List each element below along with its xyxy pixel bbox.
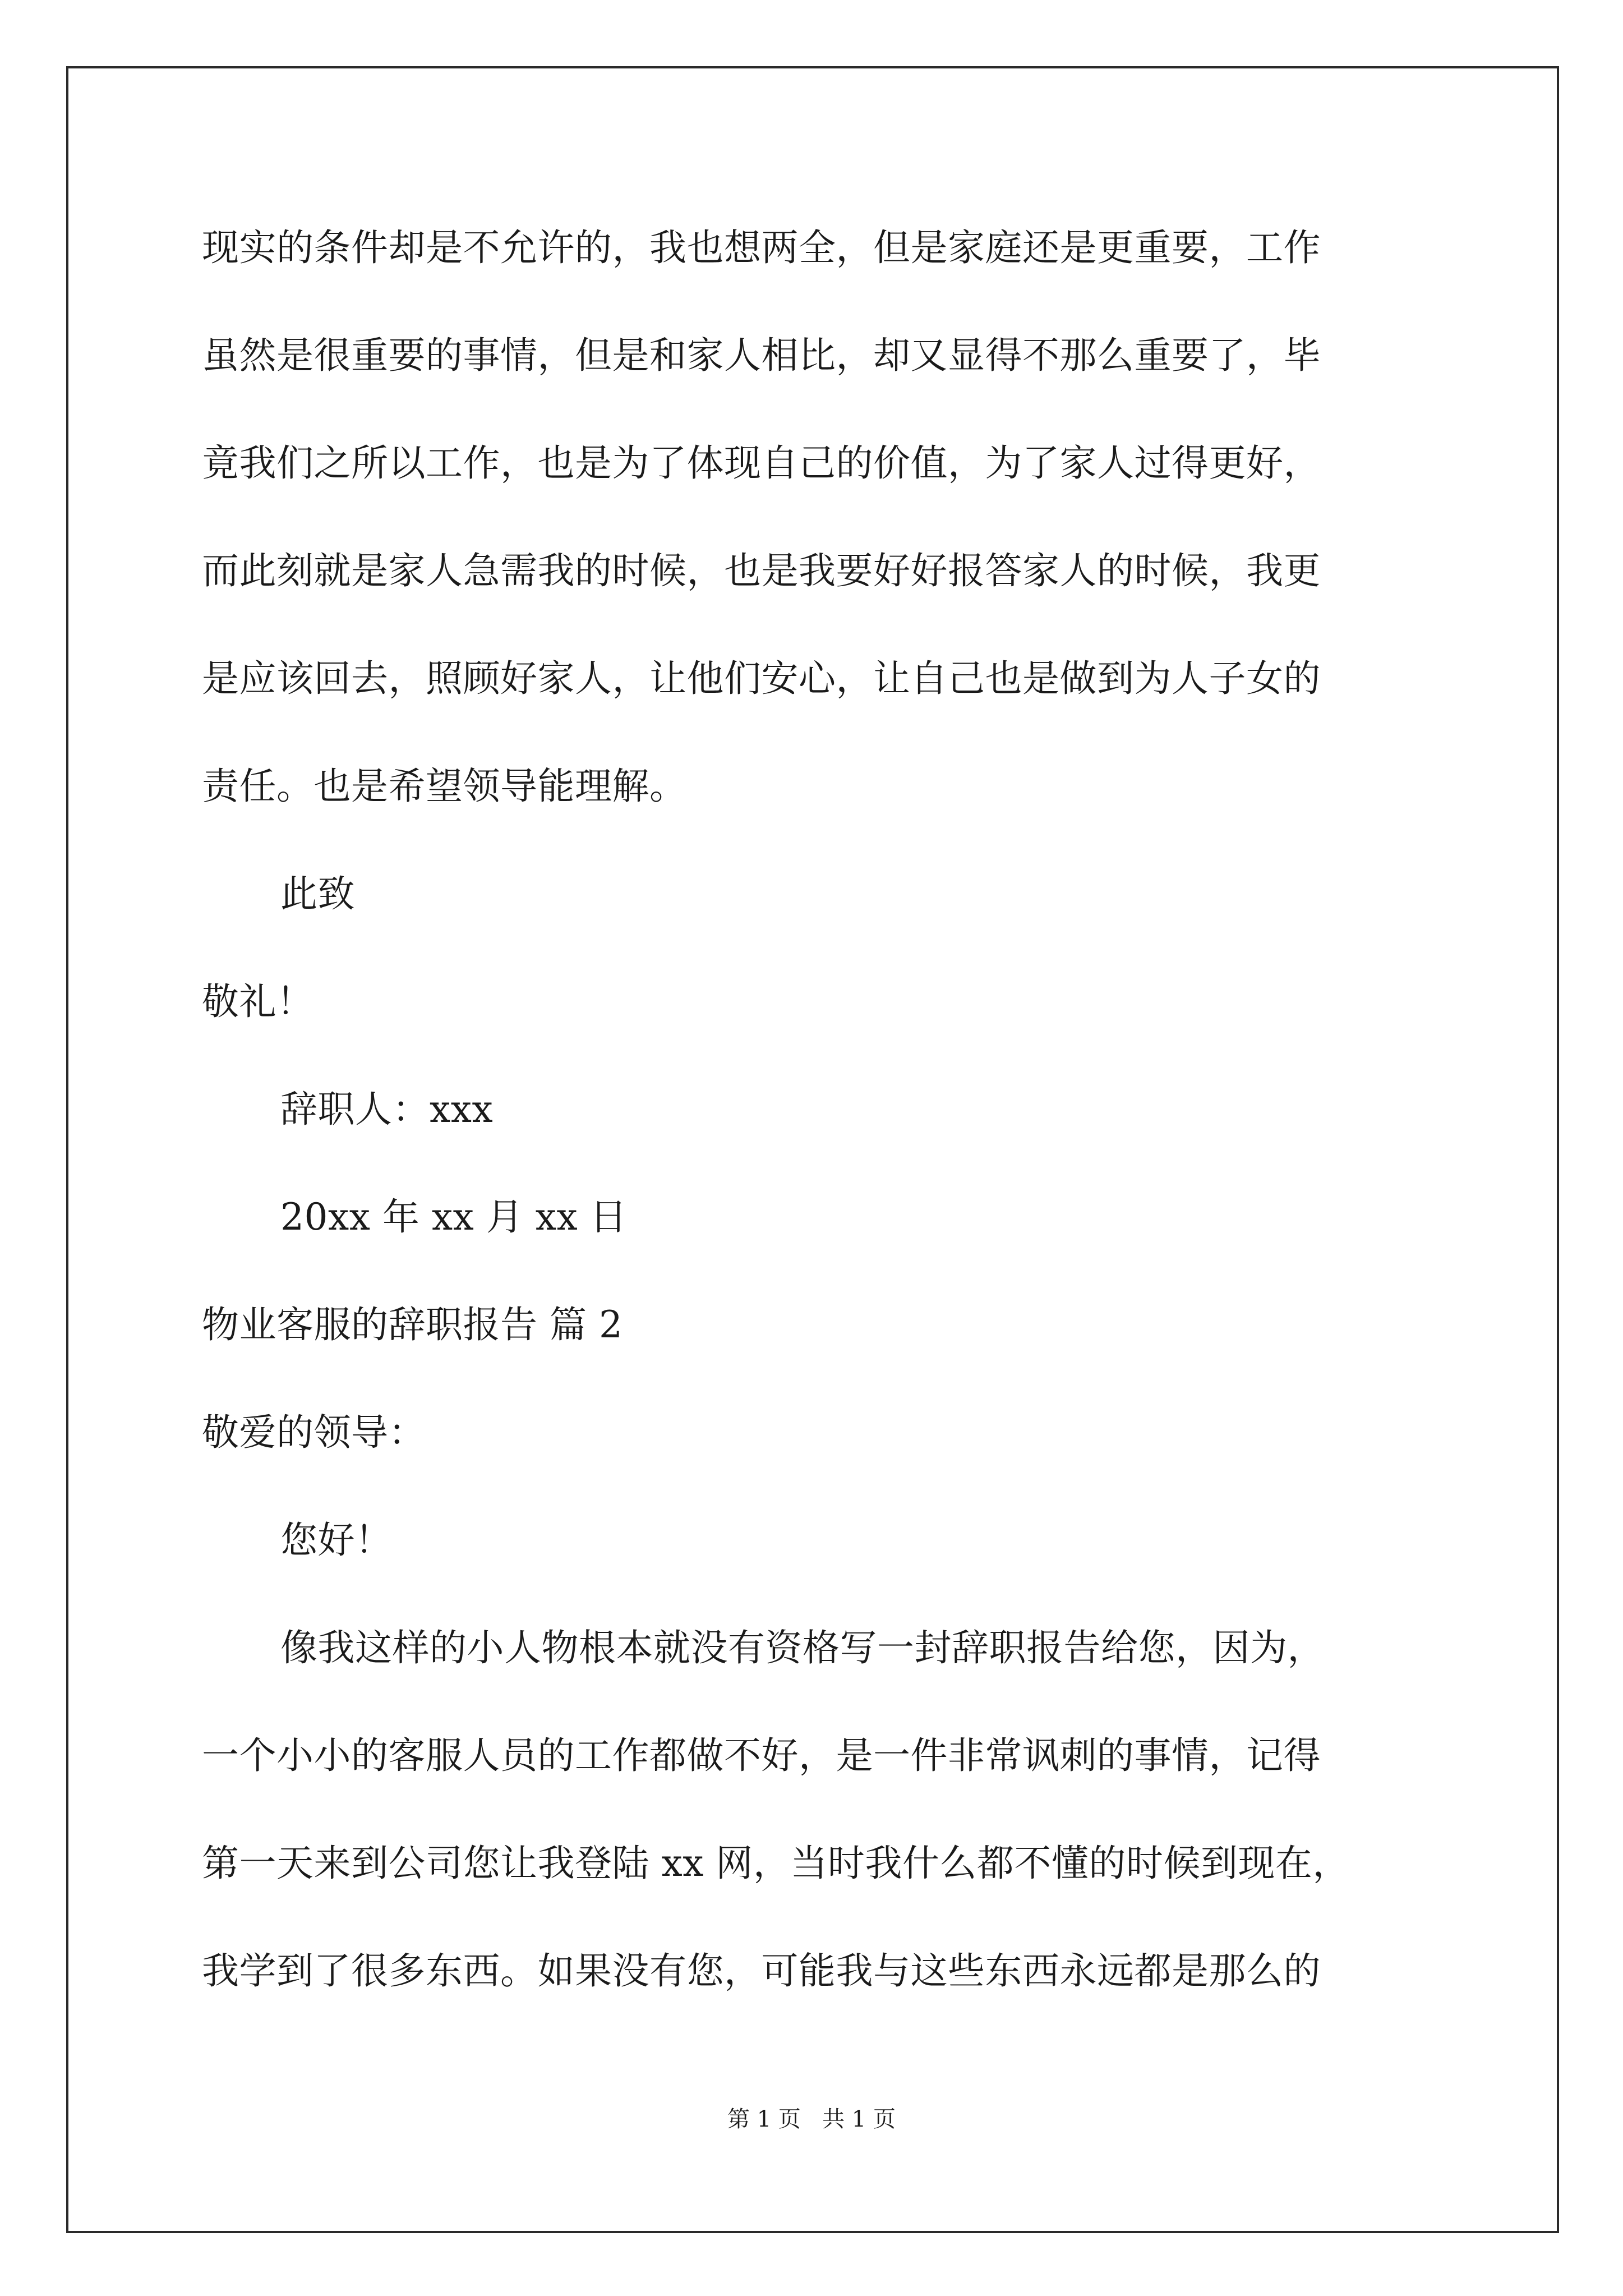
signature-line: 辞职人：xxx [280,1088,494,1131]
greeting-line: 您好！ [280,1519,393,1562]
section-heading: 物业客服的辞职报告 篇 2 [202,1303,623,1346]
text-line: 一个小小的客服人员的工作都做不好，是一件非常讽刺的事情，记得 [202,1734,1321,1777]
page-border [66,66,1559,2233]
text-line: 我学到了很多东西。如果没有您，可能我与这些东西永远都是那么的 [202,1949,1321,1993]
text-line: 虽然是很重要的事情，但是和家人相比，却又显得不那么重要了，毕 [202,334,1321,377]
text-line: 现实的条件却是不允许的，我也想两全，但是家庭还是更重要，工作 [202,226,1321,269]
salutation-line: 敬礼！ [202,980,314,1023]
greeting-line: 敬爱的领导： [202,1411,426,1454]
text-line: 是应该回去，照顾好家人，让他们安心，让自己也是做到为人子女的 [202,657,1321,700]
text-line: 责任。也是希望领导能理解。 [202,765,687,808]
text-line: 像我这样的小人物根本就没有资格写一封辞职报告给您，因为， [280,1626,1325,1669]
text-line: 第一天来到公司您让我登陆 xx 网，当时我什么都不懂的时候到现在， [202,1842,1350,1885]
text-line: 竟我们之所以工作，也是为了体现自己的价值，为了家人过得更好， [202,441,1321,485]
date-line: 20xx 年 xx 月 xx 日 [280,1195,628,1239]
text-line: 而此刻就是家人急需我的时候，也是我要好好报答家人的时候，我更 [202,549,1321,592]
closing-line: 此致 [280,872,355,915]
page-footer: 第 1 页 共 1 页 [727,2106,896,2132]
